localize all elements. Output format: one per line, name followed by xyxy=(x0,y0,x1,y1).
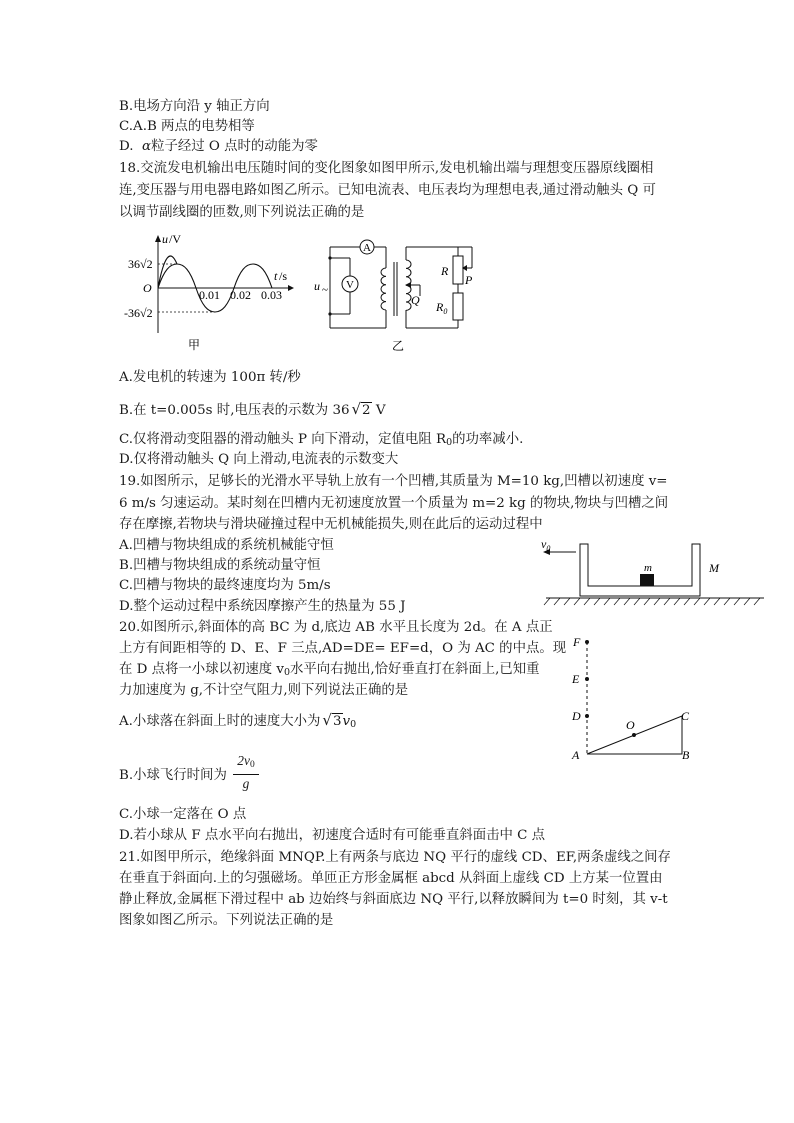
q18-stem-line2: 连,变压器与用电器电路如图乙所示。已知电流表、电压表均为理想电表,通过滑动触头 Q 可 xyxy=(119,183,656,198)
q18-option-c-sub: 0 xyxy=(446,437,453,448)
q20-stem-line2: 上方有间距相等的 D、E、F 三点,AD=DE= EF=d，O 为 AC 的中点。现 xyxy=(119,641,567,656)
peak-positive-label: 36√2 xyxy=(128,257,153,271)
q-tap-arrow xyxy=(405,282,411,288)
q20-option-a-radicand: 3 xyxy=(332,714,342,729)
tick-0-01: 0.01 xyxy=(199,288,220,302)
resistor-r0 xyxy=(453,293,463,320)
alpha-symbol: α xyxy=(142,139,152,154)
fraction-2v0-over-g xyxy=(233,752,259,793)
q19-option-c: C.凹槽与物块的最终速度均为 5m/s xyxy=(119,578,331,593)
source-tilde: ~ xyxy=(322,284,328,296)
q20-stem-line3-sub: 0 xyxy=(283,667,291,678)
m-label: m xyxy=(644,562,652,574)
q19-option-d: D.整个运动过程中系统因摩擦产生的热量为 55 J xyxy=(119,599,406,614)
u-axis-arrow xyxy=(155,235,161,242)
q20-stem-line3 xyxy=(119,660,540,683)
t-axis-arrow xyxy=(288,285,294,291)
q18-option-b-unit: V xyxy=(375,403,386,418)
q18-stem-line3: 以调节副线圈的匝数,则下列说法正确的是 xyxy=(119,205,365,220)
q18-option-c-pre: C.仅将滑动变阻器的滑动触头 P 向下滑动，定值电阻 R xyxy=(119,432,447,447)
ammeter-label: A xyxy=(363,242,371,254)
q19-stem-line3: 存在摩擦,若物块与滑块碰撞过程中无机械能损失,则在此后的运动过程中 xyxy=(119,517,543,532)
q21-stem-line4: 图象如图乙所示。下列说法正确的是 xyxy=(119,913,334,928)
peak-negative-label: -36√2 xyxy=(124,306,153,320)
q19-option-b: B.凹槽与物块组成的系统动量守恒 xyxy=(119,558,321,573)
q17-option-d-prefix: D. xyxy=(119,139,134,154)
sqrt-symbol: √ xyxy=(351,400,362,418)
label-b: B xyxy=(682,748,690,762)
q21-stem-line1: 21.如图甲所示，绝缘斜面 MNQP.上有两条与底边 NQ 平行的虚线 CD、EF,两条虚线之间存 xyxy=(119,850,671,865)
tick-0-02: 0.02 xyxy=(230,288,251,302)
q18-option-d: D.仅将滑动触头 Q 向上滑动,电流表的示数变大 xyxy=(119,452,399,467)
q20-option-a xyxy=(119,710,356,735)
q20-option-b xyxy=(119,766,227,786)
ground-hatch xyxy=(544,598,760,605)
label-f: F xyxy=(573,635,581,649)
tick-0-03: 0.03 xyxy=(261,288,282,302)
voltmeter-label: V xyxy=(346,279,354,291)
rheostat-r xyxy=(453,256,463,284)
q17-option-d-text: 粒子经过 O 点时的动能为零 xyxy=(151,139,318,154)
point-d xyxy=(585,714,589,718)
q21-stem-line3: 静止释放,金属框下滑过程中 ab 边始终与斜面底边 NQ 平行,以释放瞬间为 t=0 时刻，其 v-t xyxy=(119,892,668,907)
source-u-label: u xyxy=(314,279,320,293)
sqrt-radicand: 2 xyxy=(362,403,371,418)
sqrt-symbol: √ xyxy=(322,711,332,729)
q20-option-a-v: v xyxy=(342,714,351,729)
label-d: D xyxy=(572,709,581,723)
voltage-time-graph xyxy=(118,228,298,354)
block-m xyxy=(640,574,654,586)
u-unit: /V xyxy=(169,232,181,246)
groove-block-figure xyxy=(536,534,776,610)
q17-option-c: C.A.B 两点的电势相等 xyxy=(119,119,255,134)
q20-stem-line4: 力加速度为 g,不计空气阻力,则下列说法正确的是 xyxy=(119,683,409,698)
point-o xyxy=(632,733,636,737)
primary-coil xyxy=(381,268,386,310)
figure-caption-yi: 乙 xyxy=(392,339,405,353)
q18-option-b xyxy=(119,399,386,421)
big-m-label: M xyxy=(709,561,719,575)
q20-option-a-pre: A.小球落在斜面上时的速度大小为 xyxy=(119,714,321,729)
r0-label: $R_0$ xyxy=(436,300,448,316)
fraction-numerator: $2v_0$ xyxy=(233,752,259,775)
q20-option-b-pre: B.小球飞行时间为 xyxy=(119,768,227,783)
v0-label: $v_0$ xyxy=(541,537,551,553)
point-e xyxy=(585,677,589,681)
r-label: R xyxy=(441,264,449,278)
incline-figure xyxy=(562,630,712,770)
groove xyxy=(580,544,700,596)
q-label: Q xyxy=(411,293,420,307)
q20-stem-line3-pre: 在 D 点将一小球以初速度 v xyxy=(119,662,284,677)
q20-stem-line3-post: 水平向右抛出,恰好垂直打在斜面上,已知重 xyxy=(290,662,540,677)
transformer-circuit xyxy=(308,238,488,354)
q17-option-b: B.电场方向沿 y 轴正方向 xyxy=(119,99,270,114)
q19-option-a: A.凹槽与物块组成的系统机械能守恒 xyxy=(119,538,334,553)
q18-option-a: A.发电机的转速为 100π 转/秒 xyxy=(119,370,301,385)
q20-option-d: D.若小球从 F 点水平向右抛出，初速度合适时有可能垂直斜面击中 C 点 xyxy=(119,828,546,843)
p-label: P xyxy=(465,273,473,287)
label-e: E xyxy=(572,672,580,686)
figure-caption-jia: 甲 xyxy=(188,338,201,352)
label-o: O xyxy=(626,718,635,732)
q20-stem-line1: 20.如图所示,斜面体的高 BC 为 d,底边 AB 水平且长度为 2d。在 A 点正 xyxy=(119,620,553,635)
t-label: t xyxy=(274,269,278,283)
q18-stem-line1: 18.交流发电机输出电压随时间的变化图象如图甲所示,发电机输出端与理想变压器原线圈相 xyxy=(119,161,654,176)
origin-label: O xyxy=(143,281,152,295)
q18-option-b-text: B.在 t=0.005s 时,电压表的示数为 36 xyxy=(119,403,350,418)
fraction-denominator: g xyxy=(242,776,250,791)
q19-stem-line1: 19.如图所示，足够长的光滑水平导轨上放有一个凹槽,其质量为 M=10 kg,凹槽以初速度 v= xyxy=(119,474,668,489)
q19-stem-line2: 6 m/s 匀速运动。某时刻在凹槽内无初速度放置一个质量为 m=2 kg 的物块,物块与凹槽之间 xyxy=(119,496,669,511)
label-a: A xyxy=(572,748,580,762)
q17-option-d xyxy=(119,137,318,157)
label-c: C xyxy=(681,709,690,723)
t-unit: /s xyxy=(279,269,288,283)
point-f xyxy=(585,640,589,644)
q20-option-a-sub: 0 xyxy=(350,719,357,730)
q18-option-c-post: 的功率减小. xyxy=(452,432,524,447)
u-label: u xyxy=(162,232,168,246)
q20-option-c: C.小球一定落在 O 点 xyxy=(119,807,247,822)
q21-stem-line2: 在垂直于斜面向.上的匀强磁场。单匝正方形金属框 abcd 从斜面上虚线 CD 上方某一位置由 xyxy=(119,871,663,886)
